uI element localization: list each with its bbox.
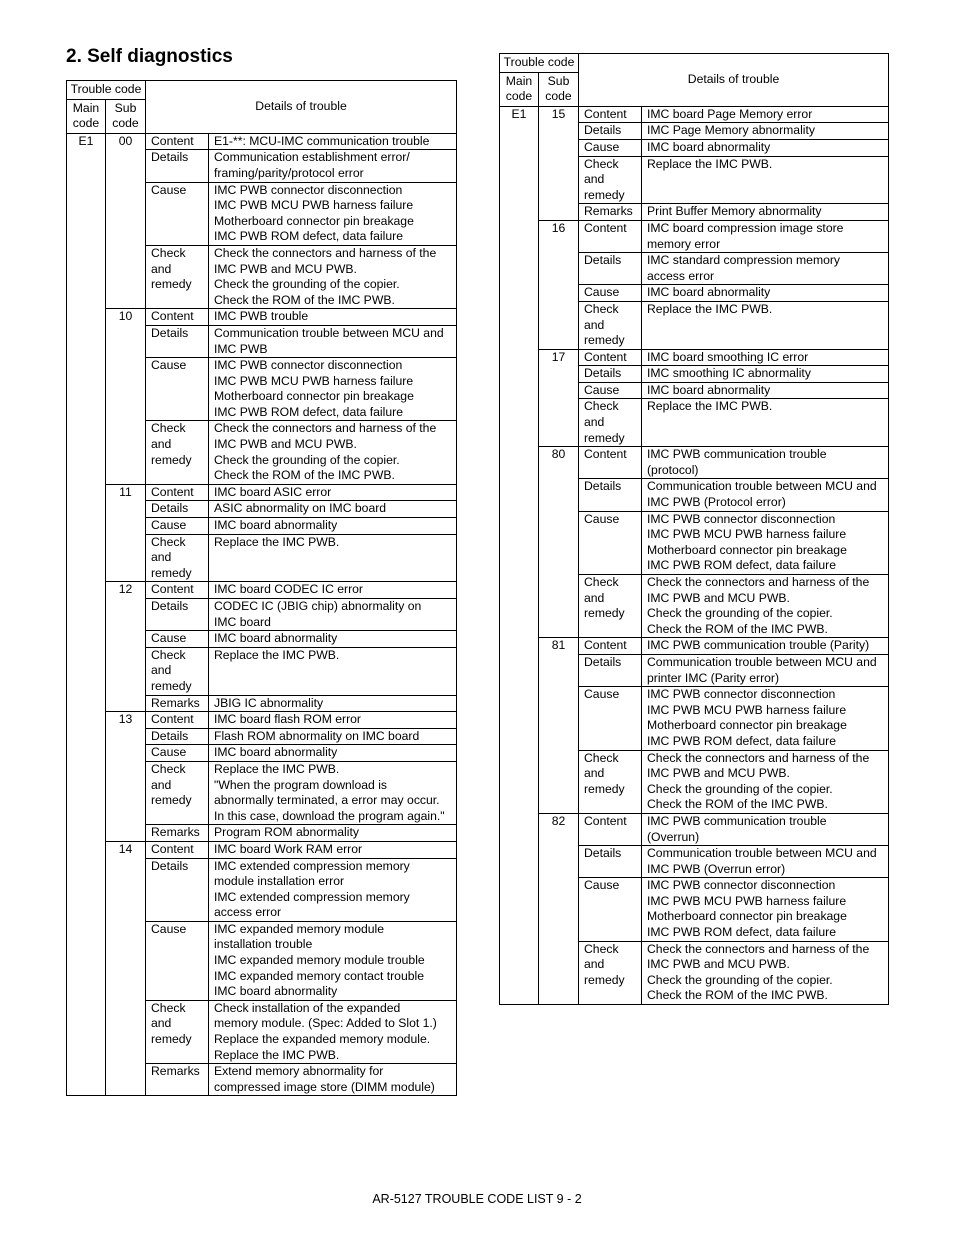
- row-label: Details: [579, 123, 642, 140]
- row-text: IMC board flash ROM error: [209, 712, 457, 729]
- row-label: Check and remedy: [579, 301, 642, 349]
- row-text: Check the connectors and harness of the IMC PWB and MCU PWB. Check the grounding of the copier. Check the ROM of the IMC PWB.: [209, 245, 457, 308]
- row-label: Details: [579, 479, 642, 511]
- row-label: Details: [146, 325, 209, 357]
- row-label: Cause: [579, 511, 642, 574]
- row-text: IMC PWB connector disconnection IMC PWB MCU PWB harness failure Motherboard connector pin breakage IMC PWB ROM defect, data failure: [642, 687, 889, 750]
- row-label: Content: [146, 582, 209, 599]
- row-label: Check and remedy: [146, 245, 209, 308]
- table-row: [67, 582, 457, 599]
- row-text: Flash ROM abnormality on IMC board: [209, 728, 457, 745]
- row-label: Cause: [146, 921, 209, 1000]
- row-text: IMC board Page Memory error: [642, 106, 889, 123]
- row-label: Content: [579, 813, 642, 845]
- sub-code-header: Sub code: [539, 72, 579, 106]
- row-text: IMC board abnormality: [209, 518, 457, 535]
- row-label: Details: [146, 150, 209, 182]
- row-text: JBIG IC abnormality: [209, 695, 457, 712]
- row-label: Check and remedy: [146, 534, 209, 582]
- row-label: Check and remedy: [579, 941, 642, 1004]
- row-label: Cause: [146, 182, 209, 245]
- row-text: Extend memory abnormality for compressed image store (DIMM module): [209, 1064, 457, 1096]
- row-text: IMC PWB communication trouble (protocol): [642, 447, 889, 479]
- row-text: Replace the IMC PWB.: [642, 156, 889, 204]
- row-label: Check and remedy: [579, 399, 642, 447]
- row-label: Details: [146, 858, 209, 921]
- trouble-code-header: Trouble code: [500, 54, 579, 73]
- table-row: [67, 133, 457, 150]
- row-label: Content: [579, 638, 642, 655]
- row-text: IMC PWB connector disconnection IMC PWB MCU PWB harness failure Motherboard connector pin breakage IMC PWB ROM defect, data failure: [642, 878, 889, 941]
- row-label: Details: [146, 728, 209, 745]
- row-label: Remarks: [146, 825, 209, 842]
- sub-code-cell: 17: [539, 349, 579, 447]
- row-text: IMC standard compression memory access error: [642, 253, 889, 285]
- row-label: Check and remedy: [146, 761, 209, 824]
- row-label: Cause: [579, 878, 642, 941]
- main-code-header: Main code: [67, 99, 106, 133]
- row-text: IMC board Work RAM error: [209, 841, 457, 858]
- row-text: Program ROM abnormality: [209, 825, 457, 842]
- row-text: Check the connectors and harness of the IMC PWB and MCU PWB. Check the grounding of the copier. Check the ROM of the IMC PWB.: [642, 575, 889, 638]
- row-text: IMC PWB communication trouble (Overrun): [642, 813, 889, 845]
- row-label: Content: [579, 220, 642, 252]
- row-text: IMC board CODEC IC error: [209, 582, 457, 599]
- row-text: ASIC abnormality on IMC board: [209, 501, 457, 518]
- row-text: Check the connectors and harness of the IMC PWB and MCU PWB. Check the grounding of the copier. Check the ROM of the IMC PWB.: [642, 750, 889, 813]
- row-label: Content: [146, 484, 209, 501]
- row-label: Details: [146, 501, 209, 518]
- main-code-cell: E1: [67, 133, 106, 1096]
- row-label: Check and remedy: [146, 421, 209, 484]
- row-label: Check and remedy: [579, 750, 642, 813]
- row-label: Cause: [579, 139, 642, 156]
- table-row: [500, 638, 889, 655]
- row-text: Communication establishment error/ framing/parity/protocol error: [209, 150, 457, 182]
- row-label: Check and remedy: [146, 1000, 209, 1063]
- row-text: IMC PWB connector disconnection IMC PWB MCU PWB harness failure Motherboard connector pin breakage IMC PWB ROM defect, data failure: [209, 182, 457, 245]
- details-of-trouble-header: Details of trouble: [146, 81, 457, 134]
- row-text: IMC board smoothing IC error: [642, 349, 889, 366]
- sub-code-cell: 82: [539, 813, 579, 1004]
- row-text: Check installation of the expanded memory module. (Spec: Added to Slot 1.) Replace the expanded memory module. Replace the IMC PWB.: [209, 1000, 457, 1063]
- row-label: Details: [579, 253, 642, 285]
- row-label: Check and remedy: [579, 575, 642, 638]
- row-text: IMC PWB communication trouble (Parity): [642, 638, 889, 655]
- row-label: Cause: [146, 518, 209, 535]
- row-text: IMC Page Memory abnormality: [642, 123, 889, 140]
- row-text: IMC board abnormality: [642, 139, 889, 156]
- row-label: Cause: [579, 687, 642, 750]
- row-label: Details: [579, 654, 642, 686]
- sub-code-cell: 00: [106, 133, 146, 309]
- row-text: Communication trouble between MCU and IMC PWB: [209, 325, 457, 357]
- row-label: Content: [579, 349, 642, 366]
- sub-code-cell: 10: [106, 309, 146, 485]
- sub-code-cell: 11: [106, 484, 146, 582]
- table-row: [67, 841, 457, 858]
- trouble-code-table-right: [499, 53, 889, 1005]
- row-label: Details: [579, 846, 642, 878]
- row-label: Content: [146, 712, 209, 729]
- row-text: IMC PWB trouble: [209, 309, 457, 326]
- page-footer: AR-5127 TROUBLE CODE LIST 9 - 2: [372, 1192, 582, 1206]
- row-text: Replace the IMC PWB. "When the program download is abnormally terminated, a error may occur. In this case, download the program again.": [209, 761, 457, 824]
- row-label: Cause: [146, 631, 209, 648]
- row-text: Replace the IMC PWB.: [209, 647, 457, 695]
- row-text: Replace the IMC PWB.: [209, 534, 457, 582]
- row-label: Cause: [579, 382, 642, 399]
- row-label: Check and remedy: [146, 647, 209, 695]
- sub-code-cell: 81: [539, 638, 579, 814]
- sub-code-cell: 13: [106, 712, 146, 842]
- row-label: Details: [579, 366, 642, 383]
- row-text: IMC board abnormality: [642, 382, 889, 399]
- table-row: [67, 309, 457, 326]
- row-label: Cause: [579, 285, 642, 302]
- row-text: Check the connectors and harness of the IMC PWB and MCU PWB. Check the grounding of the copier. Check the ROM of the IMC PWB.: [642, 941, 889, 1004]
- details-of-trouble-header: Details of trouble: [579, 54, 889, 107]
- row-text: IMC board abnormality: [209, 745, 457, 762]
- main-code-header: Main code: [500, 72, 539, 106]
- row-label: Content: [579, 106, 642, 123]
- row-label: Content: [579, 447, 642, 479]
- section-title: 2. Self diagnostics: [66, 46, 233, 67]
- row-text: CODEC IC (JBIG chip) abnormality on IMC board: [209, 599, 457, 631]
- row-text: IMC board abnormality: [209, 631, 457, 648]
- sub-code-header: Sub code: [106, 99, 146, 133]
- row-text: IMC extended compression memory module installation error IMC extended compression memory access error: [209, 858, 457, 921]
- row-label: Content: [146, 133, 209, 150]
- sub-code-cell: 15: [539, 106, 579, 220]
- trouble-code-header: Trouble code: [67, 81, 146, 100]
- row-label: Content: [146, 309, 209, 326]
- row-label: Content: [146, 841, 209, 858]
- table-row: [500, 106, 889, 123]
- table-row: [500, 220, 889, 252]
- table-row: [500, 447, 889, 479]
- row-label: Cause: [146, 745, 209, 762]
- row-text: IMC expanded memory module installation trouble IMC expanded memory module trouble IMC expanded memory contact trouble IMC board abnormality: [209, 921, 457, 1000]
- row-text: Communication trouble between MCU and IMC PWB (Protocol error): [642, 479, 889, 511]
- row-text: IMC PWB connector disconnection IMC PWB MCU PWB harness failure Motherboard connector pin breakage IMC PWB ROM defect, data failure: [209, 358, 457, 421]
- row-text: Replace the IMC PWB.: [642, 301, 889, 349]
- row-text: IMC PWB connector disconnection IMC PWB MCU PWB harness failure Motherboard connector pin breakage IMC PWB ROM defect, data failure: [642, 511, 889, 574]
- sub-code-cell: 16: [539, 220, 579, 349]
- row-text: Replace the IMC PWB.: [642, 399, 889, 447]
- sub-code-cell: 80: [539, 447, 579, 638]
- trouble-code-table-left: [66, 80, 457, 1096]
- row-text: IMC board ASIC error: [209, 484, 457, 501]
- row-label: Details: [146, 599, 209, 631]
- row-text: Check the connectors and harness of the IMC PWB and MCU PWB. Check the grounding of the copier. Check the ROM of the IMC PWB.: [209, 421, 457, 484]
- main-code-cell: E1: [500, 106, 539, 1004]
- sub-code-cell: 12: [106, 582, 146, 712]
- table-row: [500, 813, 889, 845]
- row-label: Cause: [146, 358, 209, 421]
- row-text: IMC smoothing IC abnormality: [642, 366, 889, 383]
- row-text: Communication trouble between MCU and IMC PWB (Overrun error): [642, 846, 889, 878]
- sub-code-cell: 14: [106, 841, 146, 1096]
- row-label: Remarks: [579, 204, 642, 221]
- table-row: [500, 349, 889, 366]
- row-text: E1-**: MCU-IMC communication trouble: [209, 133, 457, 150]
- row-text: IMC board compression image store memory error: [642, 220, 889, 252]
- row-text: Print Buffer Memory abnormality: [642, 204, 889, 221]
- row-label: Check and remedy: [579, 156, 642, 204]
- row-label: Remarks: [146, 1064, 209, 1096]
- table-row: [67, 484, 457, 501]
- row-label: Remarks: [146, 695, 209, 712]
- row-text: Communication trouble between MCU and printer IMC (Parity error): [642, 654, 889, 686]
- row-text: IMC board abnormality: [642, 285, 889, 302]
- table-row: [67, 712, 457, 729]
